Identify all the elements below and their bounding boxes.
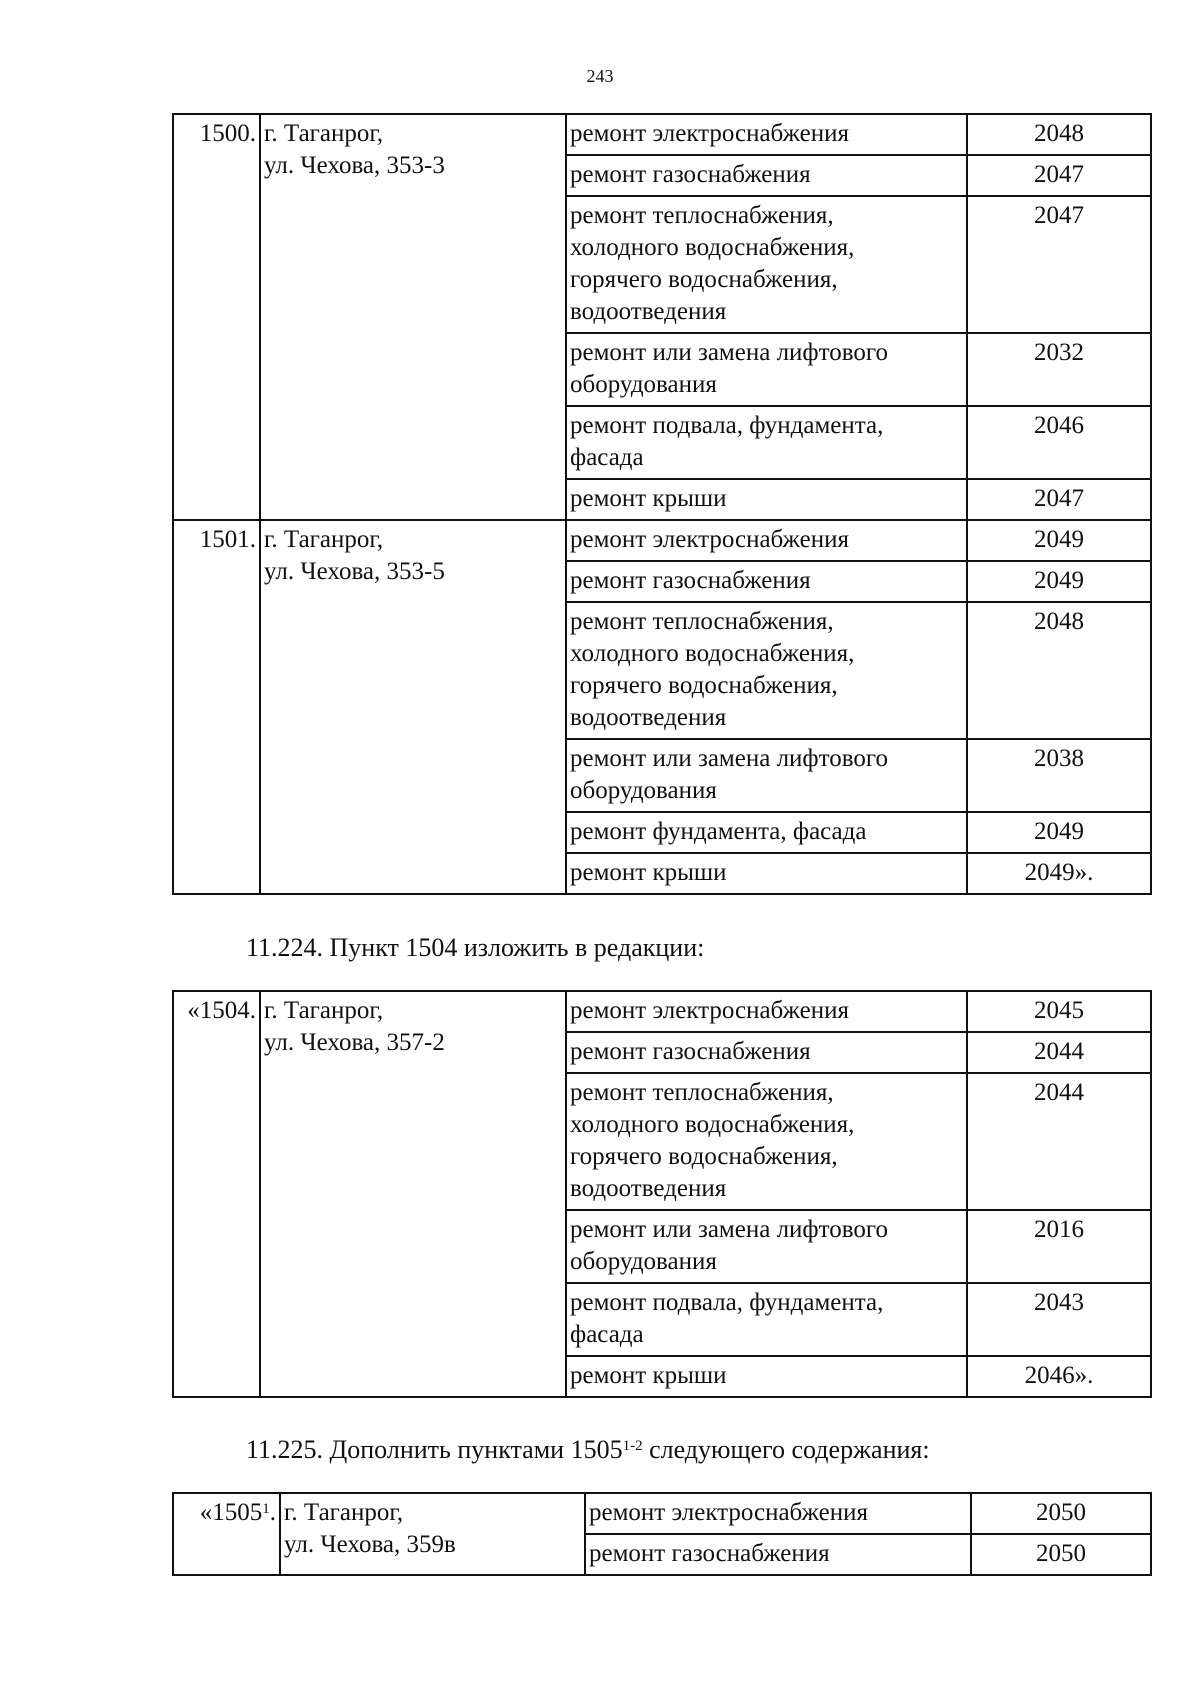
paragraph-11-225-text-end: следующего содержания:	[642, 1435, 930, 1464]
year-cell: 2038	[967, 739, 1151, 812]
work-type-line: фасада	[570, 444, 644, 471]
address-cell	[260, 991, 566, 1397]
year-cell: 2050	[971, 1493, 1151, 1534]
work-type-line: ремонт или замена лифтового	[570, 339, 888, 366]
work-type-line: ремонт газоснабжения	[589, 1540, 830, 1567]
work-type-line: горячего водоснабжения,	[570, 672, 838, 699]
work-type-line: ремонт или замена лифтового	[570, 745, 888, 772]
item-number: 1500.	[199, 120, 256, 147]
work-type-cell	[566, 479, 967, 520]
work-type-cell	[585, 1493, 971, 1534]
year-cell: 2047	[967, 196, 1151, 333]
work-type-cell	[566, 602, 967, 739]
year-cell: 2048	[967, 602, 1151, 739]
address-line: ул. Чехова, 353-5	[264, 558, 445, 585]
year-cell: 2044	[967, 1032, 1151, 1073]
paragraph-11-225	[246, 1434, 930, 1466]
work-type-line: ремонт теплоснабжения,	[570, 202, 834, 229]
work-type-line: водоотведения	[570, 704, 727, 731]
work-type-line: водоотведения	[570, 1175, 727, 1202]
work-type-line: оборудования	[570, 371, 717, 398]
work-type-cell	[566, 333, 967, 406]
paragraph-11-225-text: 11.225. Дополнить пунктами 1505	[246, 1435, 623, 1464]
work-type-line: ремонт крыши	[570, 1362, 727, 1389]
work-type-cell	[566, 561, 967, 602]
work-type-line: холодного водоснабжения,	[570, 640, 855, 667]
work-type-cell	[566, 739, 967, 812]
address-cell	[260, 520, 566, 894]
work-type-line: ремонт фундамента, фасада	[570, 818, 867, 845]
work-type-line: ремонт крыши	[570, 485, 727, 512]
work-type-line: оборудования	[570, 777, 717, 804]
work-type-cell	[585, 1534, 971, 1575]
address-cell	[260, 114, 566, 520]
work-type-line: ремонт газоснабжения	[570, 1038, 811, 1065]
item-number: «1504.	[187, 997, 256, 1024]
work-type-line: ремонт электроснабжения	[570, 526, 849, 553]
repair-schedule-table-1	[172, 113, 1152, 895]
work-type-cell	[566, 1283, 967, 1356]
year-cell: 2046».	[967, 1356, 1151, 1397]
work-type-line: ремонт подвала, фундамента,	[570, 1289, 884, 1316]
work-type-cell	[566, 406, 967, 479]
item-number-suffix: .	[269, 1499, 276, 1526]
repair-schedule-table-2	[172, 990, 1152, 1398]
year-cell: 2032	[967, 333, 1151, 406]
work-type-line: фасада	[570, 1321, 644, 1348]
year-cell: 2049	[967, 520, 1151, 561]
table-row	[173, 991, 1151, 1032]
work-type-line: ремонт газоснабжения	[570, 161, 811, 188]
paragraph-11-224: 11.224. Пункт 1504 изложить в редакции:	[246, 933, 705, 962]
work-type-line: ремонт электроснабжения	[589, 1499, 868, 1526]
item-number: 1501.	[199, 526, 256, 553]
address-line: г. Таганрог,	[264, 526, 384, 553]
item-number-cell	[173, 1493, 280, 1575]
work-type-cell	[566, 196, 967, 333]
work-type-line: ремонт крыши	[570, 859, 727, 886]
work-type-cell	[566, 812, 967, 853]
address-line: ул. Чехова, 359в	[284, 1531, 456, 1558]
year-cell: 2044	[967, 1073, 1151, 1210]
year-cell: 2049».	[967, 853, 1151, 894]
work-type-line: горячего водоснабжения,	[570, 1143, 838, 1170]
item-number: «1505	[199, 1499, 263, 1526]
work-type-cell	[566, 1210, 967, 1283]
work-type-line: ремонт газоснабжения	[570, 567, 811, 594]
work-type-line: горячего водоснабжения,	[570, 266, 838, 293]
address-line: ул. Чехова, 353-3	[264, 152, 445, 179]
work-type-cell	[566, 1032, 967, 1073]
work-type-line: холодного водоснабжения,	[570, 1111, 855, 1138]
page-number: 243	[586, 66, 614, 86]
year-cell: 2045	[967, 991, 1151, 1032]
item-number-cell	[173, 520, 260, 894]
year-cell: 2016	[967, 1210, 1151, 1283]
year-cell: 2047	[967, 155, 1151, 196]
address-line: г. Таганрог,	[264, 120, 384, 147]
work-type-line: ремонт электроснабжения	[570, 997, 849, 1024]
work-type-line: оборудования	[570, 1248, 717, 1275]
table-row	[173, 1493, 1151, 1534]
work-type-cell	[566, 853, 967, 894]
address-cell	[280, 1493, 585, 1575]
year-cell: 2046	[967, 406, 1151, 479]
table-row	[173, 114, 1151, 155]
work-type-cell	[566, 1356, 967, 1397]
year-cell: 2047	[967, 479, 1151, 520]
year-cell: 2043	[967, 1283, 1151, 1356]
address-line: г. Таганрог,	[264, 997, 384, 1024]
repair-schedule-table-3	[172, 1492, 1152, 1576]
work-type-line: водоотведения	[570, 298, 727, 325]
item-number-superscript: 1	[262, 1501, 270, 1517]
year-cell: 2049	[967, 561, 1151, 602]
paragraph-11-225-superscript: 1-2	[622, 1438, 643, 1454]
work-type-cell	[566, 114, 967, 155]
address-line: ул. Чехова, 357-2	[264, 1029, 445, 1056]
address-line: г. Таганрог,	[284, 1499, 404, 1526]
work-type-line: холодного водоснабжения,	[570, 234, 855, 261]
work-type-line: ремонт подвала, фундамента,	[570, 412, 884, 439]
table-row	[173, 520, 1151, 561]
work-type-line: ремонт электроснабжения	[570, 120, 849, 147]
item-number-cell	[173, 991, 260, 1397]
work-type-line: ремонт теплоснабжения,	[570, 608, 834, 635]
year-cell: 2048	[967, 114, 1151, 155]
work-type-cell	[566, 155, 967, 196]
year-cell: 2049	[967, 812, 1151, 853]
item-number-cell	[173, 114, 260, 520]
year-cell: 2050	[971, 1534, 1151, 1575]
work-type-line: ремонт теплоснабжения,	[570, 1079, 834, 1106]
work-type-cell	[566, 1073, 967, 1210]
work-type-cell	[566, 991, 967, 1032]
work-type-cell	[566, 520, 967, 561]
work-type-line: ремонт или замена лифтового	[570, 1216, 888, 1243]
